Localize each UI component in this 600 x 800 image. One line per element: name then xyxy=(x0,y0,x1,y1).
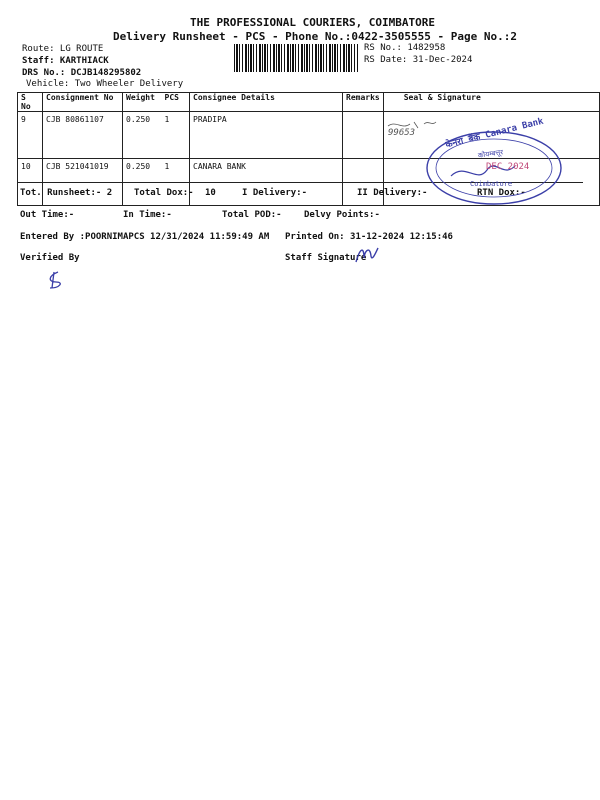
staff-signature-mark xyxy=(352,244,380,266)
delvy-points-label: Delvy Points:- xyxy=(304,210,380,220)
route-label: Route: LG ROUTE xyxy=(22,44,104,54)
col-sno: S No xyxy=(18,93,43,112)
rs-no-label: RS No.: 1482958 xyxy=(364,43,446,53)
row-consignee: CANARA BANK xyxy=(190,159,343,206)
total-dox-label: Total Dox:- xyxy=(134,188,194,198)
verified-signature-mark xyxy=(44,270,68,290)
stamp-date: DEC 2024 xyxy=(486,162,530,172)
handwritten-phone: 99653 xyxy=(388,128,416,138)
printed-on: Printed On: 31-12-2024 12:15:46 xyxy=(285,232,453,242)
ii-delivery-label: II Delivery:- xyxy=(357,188,428,198)
tot-runsheet: Tot. Runsheet:- 2 xyxy=(20,188,113,198)
col-consignment: Consignment No xyxy=(43,93,123,112)
row-consignment: CJB 80861107 xyxy=(43,112,123,159)
stamp-city: Coimbatore xyxy=(470,180,513,188)
col-weight-pcs: Weight PCS xyxy=(123,93,190,112)
stamp-bank-name: केनरा बैंक Canara Bank xyxy=(444,116,545,151)
staff-signature-label: Staff Signature xyxy=(285,253,367,263)
row-consignment: CJB 521041019 xyxy=(43,159,123,206)
entered-by: Entered By :POORNIMAPCS 12/31/2024 11:59:49 AM xyxy=(20,232,270,242)
out-time-label: Out Time:- xyxy=(20,210,75,220)
staff-label: Staff: KARTHIACK xyxy=(22,56,109,66)
barcode xyxy=(234,44,358,72)
drs-no-label: DRS No.: DCJB148295802 xyxy=(22,68,142,78)
company-title: THE PROFESSIONAL COURIERS, COIMBATORE xyxy=(190,16,436,29)
col-seal: Seal & Signature xyxy=(383,93,599,112)
row-weight-pcs: 0.250 1 xyxy=(123,112,190,159)
row-sno: 10 xyxy=(18,159,43,206)
rtn-dox-label: RTN Dox:- xyxy=(477,188,526,198)
row-remarks xyxy=(343,112,384,159)
runsheet-title: Delivery Runsheet - PCS - Phone No.:0422-3505555 - Page No.:2 xyxy=(113,30,517,43)
i-delivery-label: I Delivery:- xyxy=(242,188,308,198)
total-pod-label: Total POD:- xyxy=(222,210,282,220)
row-consignee: PRADIPA xyxy=(190,112,343,159)
row-sno: 9 xyxy=(18,112,43,159)
in-time-label: In Time:- xyxy=(123,210,172,220)
table-header-row xyxy=(18,93,600,112)
vehicle-label: Vehicle: Two Wheeler Delivery xyxy=(26,79,184,89)
rs-date-label: RS Date: 31-Dec-2024 xyxy=(364,55,473,65)
col-remarks: Remarks xyxy=(343,93,384,112)
total-dox-value: 10 xyxy=(205,188,216,198)
col-consignee: Consignee Details xyxy=(190,93,343,112)
verified-by-label: Verified By xyxy=(20,253,80,263)
row-weight-pcs: 0.250 1 xyxy=(123,159,190,206)
stamp-sub-text: कोयम्बत्तूर xyxy=(477,148,504,160)
